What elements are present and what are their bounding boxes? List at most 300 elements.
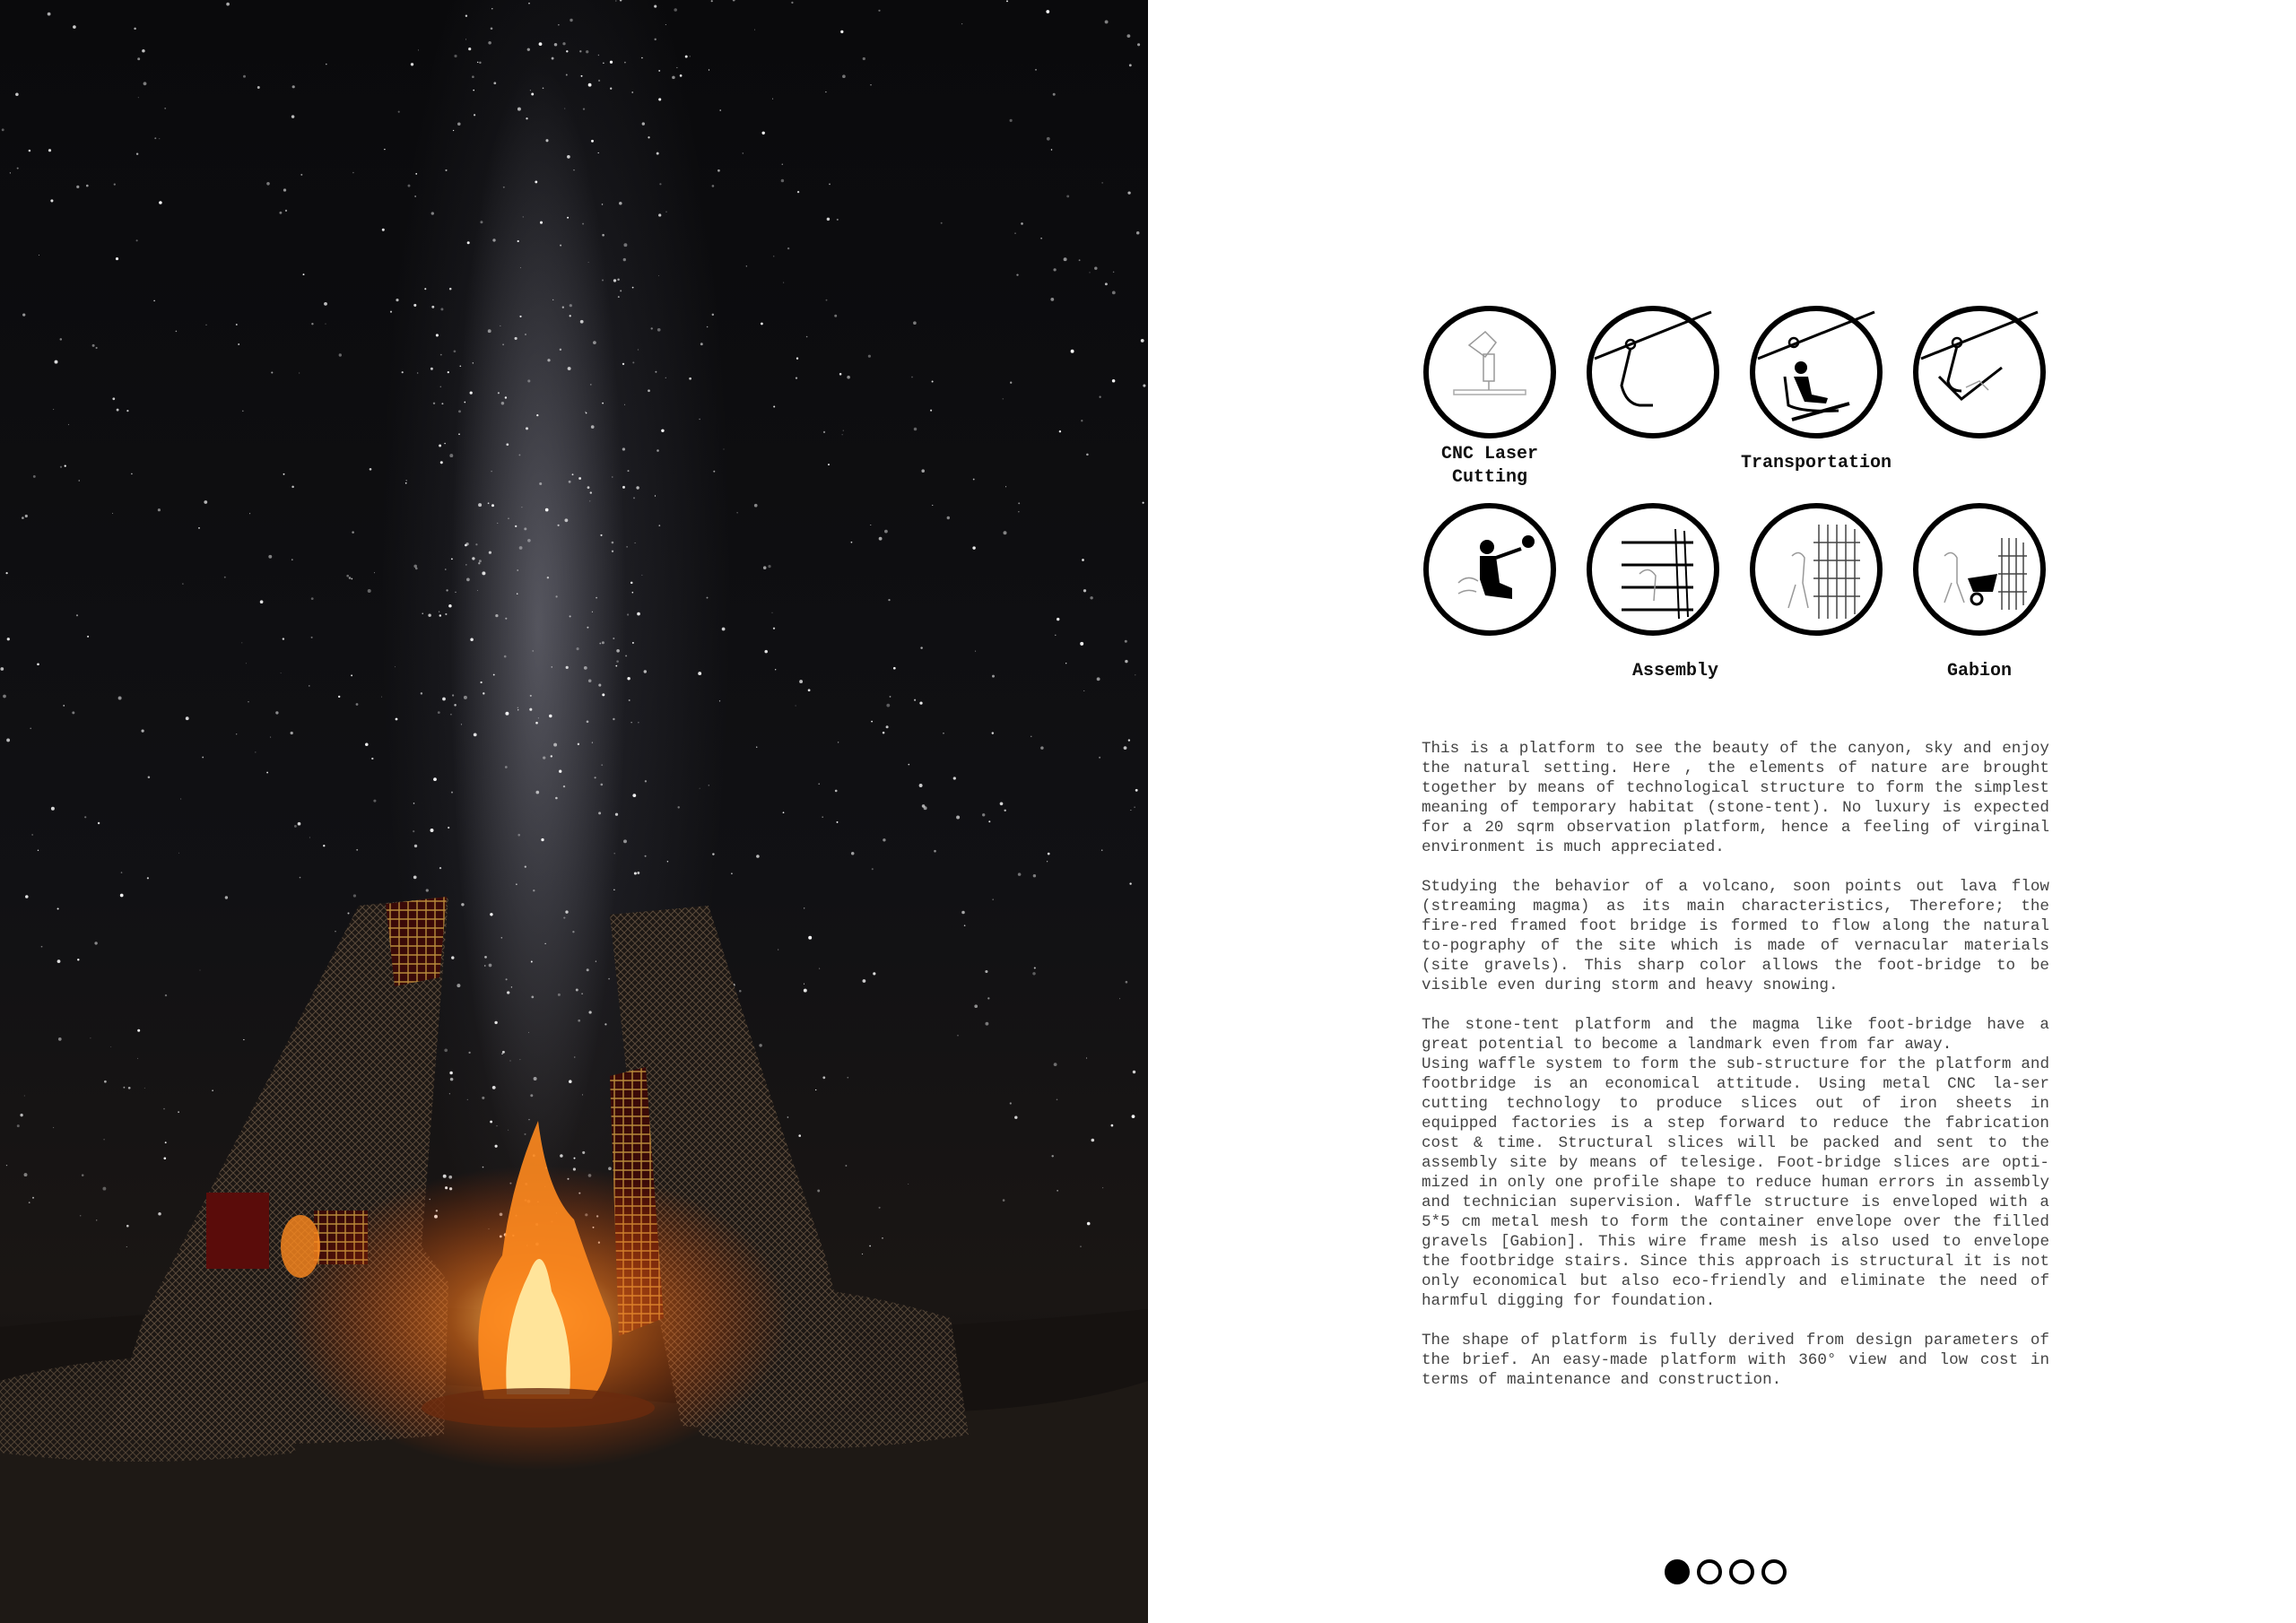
star — [5, 572, 7, 574]
star — [488, 502, 490, 504]
star — [582, 1094, 583, 1095]
star — [31, 834, 32, 835]
page-dot-2[interactable] — [1697, 1559, 1722, 1584]
star — [613, 638, 614, 639]
star — [610, 88, 612, 90]
star — [186, 716, 189, 720]
star — [623, 243, 627, 247]
star — [661, 430, 664, 432]
star — [886, 725, 889, 728]
star — [602, 279, 604, 281]
star — [37, 663, 39, 665]
star — [224, 577, 226, 578]
star — [637, 872, 639, 874]
star — [63, 705, 65, 707]
star — [1021, 222, 1023, 225]
star — [558, 24, 559, 25]
star — [827, 218, 830, 221]
star — [893, 667, 896, 670]
star — [1051, 149, 1052, 150]
star — [396, 718, 398, 721]
star — [578, 1020, 580, 1022]
star — [529, 708, 532, 711]
star — [1112, 291, 1116, 294]
star — [87, 636, 89, 638]
star — [637, 612, 640, 616]
star — [655, 495, 656, 496]
star — [460, 366, 462, 368]
star — [1086, 1058, 1087, 1059]
star — [873, 972, 875, 975]
star — [828, 464, 830, 465]
star — [472, 75, 474, 78]
star — [465, 564, 466, 565]
star — [1127, 34, 1131, 38]
star — [1097, 677, 1100, 681]
star — [563, 917, 565, 919]
star — [558, 525, 560, 526]
star — [631, 91, 633, 93]
star — [517, 593, 518, 595]
star — [772, 99, 773, 100]
star — [1136, 231, 1140, 235]
star — [908, 764, 909, 766]
star — [431, 306, 434, 308]
star — [507, 991, 509, 994]
star — [553, 743, 557, 747]
star — [1137, 43, 1140, 46]
star — [676, 67, 677, 68]
star — [1083, 589, 1086, 592]
star — [55, 360, 58, 364]
label-cnc-laser-cutting: CNC Laser Cutting — [1440, 444, 1539, 488]
star — [572, 931, 574, 933]
star — [743, 152, 744, 154]
star — [658, 213, 661, 216]
star — [77, 959, 79, 960]
star — [1016, 273, 1018, 275]
star — [326, 64, 327, 65]
star — [531, 93, 534, 96]
star — [6, 738, 10, 742]
star — [311, 597, 314, 600]
star — [982, 813, 985, 816]
star — [612, 476, 613, 477]
star — [309, 685, 310, 687]
star — [488, 41, 491, 45]
star — [102, 1187, 106, 1191]
star — [351, 674, 352, 676]
star — [164, 108, 166, 109]
star — [506, 443, 509, 446]
star — [505, 712, 509, 716]
star — [526, 117, 527, 119]
label-transportation: Transportation — [1740, 453, 1892, 473]
star — [466, 578, 470, 582]
star — [570, 315, 571, 317]
star — [381, 697, 382, 698]
star — [454, 704, 457, 707]
star — [517, 569, 518, 571]
star — [136, 152, 138, 154]
star — [415, 173, 417, 175]
star — [353, 894, 356, 897]
star — [374, 572, 375, 573]
star — [1079, 259, 1081, 261]
star — [1090, 596, 1092, 599]
star — [370, 468, 372, 471]
label-assembly: Assembly — [1631, 661, 1718, 681]
star — [492, 1086, 496, 1089]
star — [1014, 1115, 1017, 1118]
star — [453, 130, 454, 131]
star — [33, 475, 36, 478]
star — [569, 1080, 572, 1083]
star — [1050, 298, 1054, 301]
star — [698, 672, 701, 675]
star — [1119, 998, 1120, 999]
star — [126, 1246, 127, 1247]
star — [275, 711, 278, 714]
star — [699, 419, 700, 420]
star — [505, 618, 507, 620]
star — [515, 337, 517, 340]
paragraph-shape: The shape of platform is fully derived from design parameters of the brief. An easy-made platform with 360° view and low cost in terms of maintenance and construction. — [1422, 1332, 2049, 1389]
star — [142, 49, 145, 53]
star — [384, 149, 385, 150]
star — [957, 1035, 959, 1037]
star — [1127, 191, 1130, 194]
star — [796, 358, 798, 360]
star — [1099, 757, 1100, 759]
star — [539, 42, 543, 46]
star — [783, 282, 784, 283]
star — [719, 700, 720, 701]
star — [458, 433, 460, 435]
star — [158, 1212, 161, 1216]
star — [919, 701, 922, 704]
star — [613, 279, 616, 282]
star — [1132, 1115, 1135, 1118]
star — [468, 1052, 470, 1054]
star — [591, 140, 594, 143]
star — [768, 565, 770, 568]
star — [629, 699, 631, 701]
star — [440, 354, 442, 356]
star — [283, 638, 284, 639]
star — [843, 430, 844, 431]
star — [30, 727, 31, 729]
star — [493, 82, 496, 84]
star — [1102, 1187, 1103, 1188]
star — [539, 482, 542, 485]
star — [1071, 350, 1074, 353]
star — [48, 149, 51, 152]
star — [243, 1039, 244, 1040]
star — [478, 503, 482, 507]
star — [516, 884, 517, 885]
star — [540, 221, 543, 224]
star — [1003, 398, 1004, 399]
star — [973, 479, 975, 481]
star — [339, 353, 342, 356]
star — [483, 1167, 484, 1168]
star — [22, 516, 24, 519]
star — [51, 807, 55, 811]
star — [587, 486, 590, 489]
star — [461, 903, 464, 906]
page-dot-1[interactable] — [1665, 1559, 1690, 1584]
star — [498, 392, 500, 394]
star — [126, 1225, 129, 1228]
star — [908, 1184, 909, 1185]
star — [454, 350, 457, 352]
star — [441, 403, 443, 404]
star — [622, 447, 625, 450]
star — [1014, 232, 1016, 234]
star — [921, 469, 925, 473]
star — [291, 732, 293, 734]
star — [834, 315, 837, 317]
star — [1006, 0, 1008, 2]
star — [255, 751, 256, 752]
star — [257, 86, 260, 89]
star — [141, 729, 144, 732]
star — [371, 758, 373, 759]
star — [851, 542, 853, 543]
paragraph-intro: This is a platform to see the beauty of the canyon, sky and enjoy the natural setting. Here , the elements of nature are brought together by means of technological structure to form the simplest meaning of temporary habitat (stone-tent). No luxury is expected for a 20 sqrm observation platform, hence a feeling of virginal environment is much appreciated. — [1422, 740, 2049, 856]
star — [198, 527, 200, 529]
star — [964, 924, 966, 926]
page-indicator — [1665, 1559, 1787, 1584]
star — [501, 402, 504, 404]
star — [746, 265, 747, 266]
star — [20, 1114, 22, 1116]
star — [658, 70, 660, 72]
star — [638, 722, 639, 723]
star — [474, 114, 475, 116]
star — [484, 956, 487, 959]
star — [468, 48, 471, 50]
cnc-laser-icon — [1422, 305, 1557, 439]
star — [517, 707, 518, 708]
star — [797, 191, 799, 193]
star — [627, 677, 630, 680]
star — [628, 470, 630, 472]
star — [626, 546, 627, 547]
star — [480, 221, 483, 223]
star — [467, 241, 470, 244]
star — [1048, 853, 1050, 855]
star — [1113, 272, 1114, 273]
star — [291, 115, 294, 117]
star — [489, 551, 491, 554]
star — [756, 747, 757, 748]
star — [511, 986, 512, 987]
star — [448, 827, 449, 829]
star — [972, 546, 975, 549]
star — [590, 491, 592, 493]
star — [617, 278, 620, 281]
star — [872, 868, 874, 870]
star — [761, 323, 763, 325]
star — [417, 372, 418, 373]
star — [882, 1237, 883, 1239]
star — [504, 655, 507, 658]
star — [300, 877, 301, 879]
star — [722, 628, 726, 631]
page-dot-4[interactable] — [1761, 1559, 1787, 1584]
star — [440, 386, 442, 388]
star — [707, 326, 709, 328]
star — [634, 542, 635, 543]
star — [543, 87, 544, 89]
star — [518, 454, 520, 456]
star — [279, 212, 282, 214]
star — [804, 989, 807, 993]
star — [627, 613, 629, 615]
star — [1141, 339, 1144, 343]
star — [451, 956, 454, 959]
star — [713, 471, 715, 473]
star — [38, 850, 39, 851]
star — [651, 327, 653, 329]
star — [840, 30, 843, 33]
star — [7, 638, 10, 640]
star — [413, 803, 415, 804]
star — [137, 1058, 138, 1059]
star — [182, 583, 183, 584]
star — [524, 1133, 526, 1135]
star — [3, 695, 6, 699]
star — [775, 669, 776, 670]
star — [338, 696, 340, 698]
mesh-assembly-icon — [1749, 502, 1883, 637]
star — [1047, 137, 1050, 141]
label-gabion: Gabion — [1946, 661, 2012, 681]
star — [602, 403, 604, 404]
star — [1055, 635, 1056, 636]
page-dot-3[interactable] — [1729, 1559, 1754, 1584]
paragraph-volcano: Studying the behavior of a volcano, soon points out lava flow (streaming magma) as its main characteristics, Therefore; the fire-red framed foot bridge is formed to flow along the natural to-pography of the site which is made of vernacular materials (site gravels). This sharp color allows the foot-bridge to be visible even during storm and heavy snowing. — [1422, 878, 2049, 994]
star — [616, 649, 620, 653]
star — [1035, 69, 1037, 71]
star — [620, 290, 622, 291]
star — [519, 316, 521, 317]
star — [1080, 1245, 1082, 1247]
star — [449, 1072, 453, 1075]
star — [76, 186, 79, 188]
star — [772, 612, 773, 613]
star — [464, 402, 465, 404]
star — [159, 138, 160, 139]
wheelbarrow-gabion-icon — [1912, 502, 2047, 637]
star — [291, 559, 293, 560]
star — [806, 336, 808, 338]
star — [482, 571, 485, 575]
star — [490, 1121, 492, 1124]
star — [615, 665, 617, 667]
star — [567, 217, 569, 219]
star — [608, 978, 610, 980]
star — [578, 477, 581, 480]
star — [566, 666, 569, 669]
star — [530, 1094, 533, 1097]
star — [588, 1011, 591, 1013]
star — [291, 486, 294, 489]
star — [449, 288, 452, 291]
star — [589, 500, 590, 501]
star — [685, 56, 688, 58]
star — [96, 1219, 97, 1220]
star — [591, 425, 595, 429]
star — [454, 55, 457, 57]
star — [442, 698, 446, 701]
star — [559, 770, 561, 773]
star — [439, 445, 441, 447]
star — [1059, 430, 1061, 432]
star — [602, 641, 604, 644]
star — [1047, 861, 1048, 862]
star — [439, 867, 441, 869]
star — [588, 262, 589, 263]
star — [1083, 690, 1084, 691]
star — [560, 245, 561, 247]
star — [1054, 1063, 1057, 1066]
star — [479, 62, 481, 64]
star — [632, 361, 634, 363]
star — [870, 84, 871, 85]
star — [1091, 1139, 1095, 1142]
star — [465, 14, 467, 16]
star — [632, 642, 634, 644]
star — [558, 994, 561, 996]
star — [1040, 746, 1044, 750]
star — [395, 666, 396, 667]
star — [444, 443, 446, 445]
star — [178, 1111, 179, 1113]
star — [680, 74, 683, 77]
star — [622, 363, 624, 365]
star — [396, 299, 398, 301]
star — [932, 380, 934, 382]
star — [527, 379, 530, 382]
star — [871, 721, 873, 723]
star — [879, 1207, 881, 1209]
star — [0, 667, 4, 671]
star — [294, 825, 297, 828]
star — [413, 876, 417, 880]
star — [1065, 663, 1066, 664]
star — [303, 273, 305, 275]
star — [414, 845, 417, 847]
star — [572, 473, 574, 475]
star — [489, 964, 492, 968]
star — [842, 434, 843, 435]
star — [636, 486, 639, 489]
star — [116, 257, 118, 260]
star — [103, 1139, 104, 1140]
star — [1089, 272, 1090, 273]
star — [620, 0, 622, 2]
star — [1143, 385, 1145, 387]
star — [458, 410, 461, 412]
star — [436, 334, 439, 336]
star — [1126, 981, 1128, 984]
star — [473, 90, 474, 91]
star — [48, 13, 51, 16]
star — [613, 718, 614, 720]
